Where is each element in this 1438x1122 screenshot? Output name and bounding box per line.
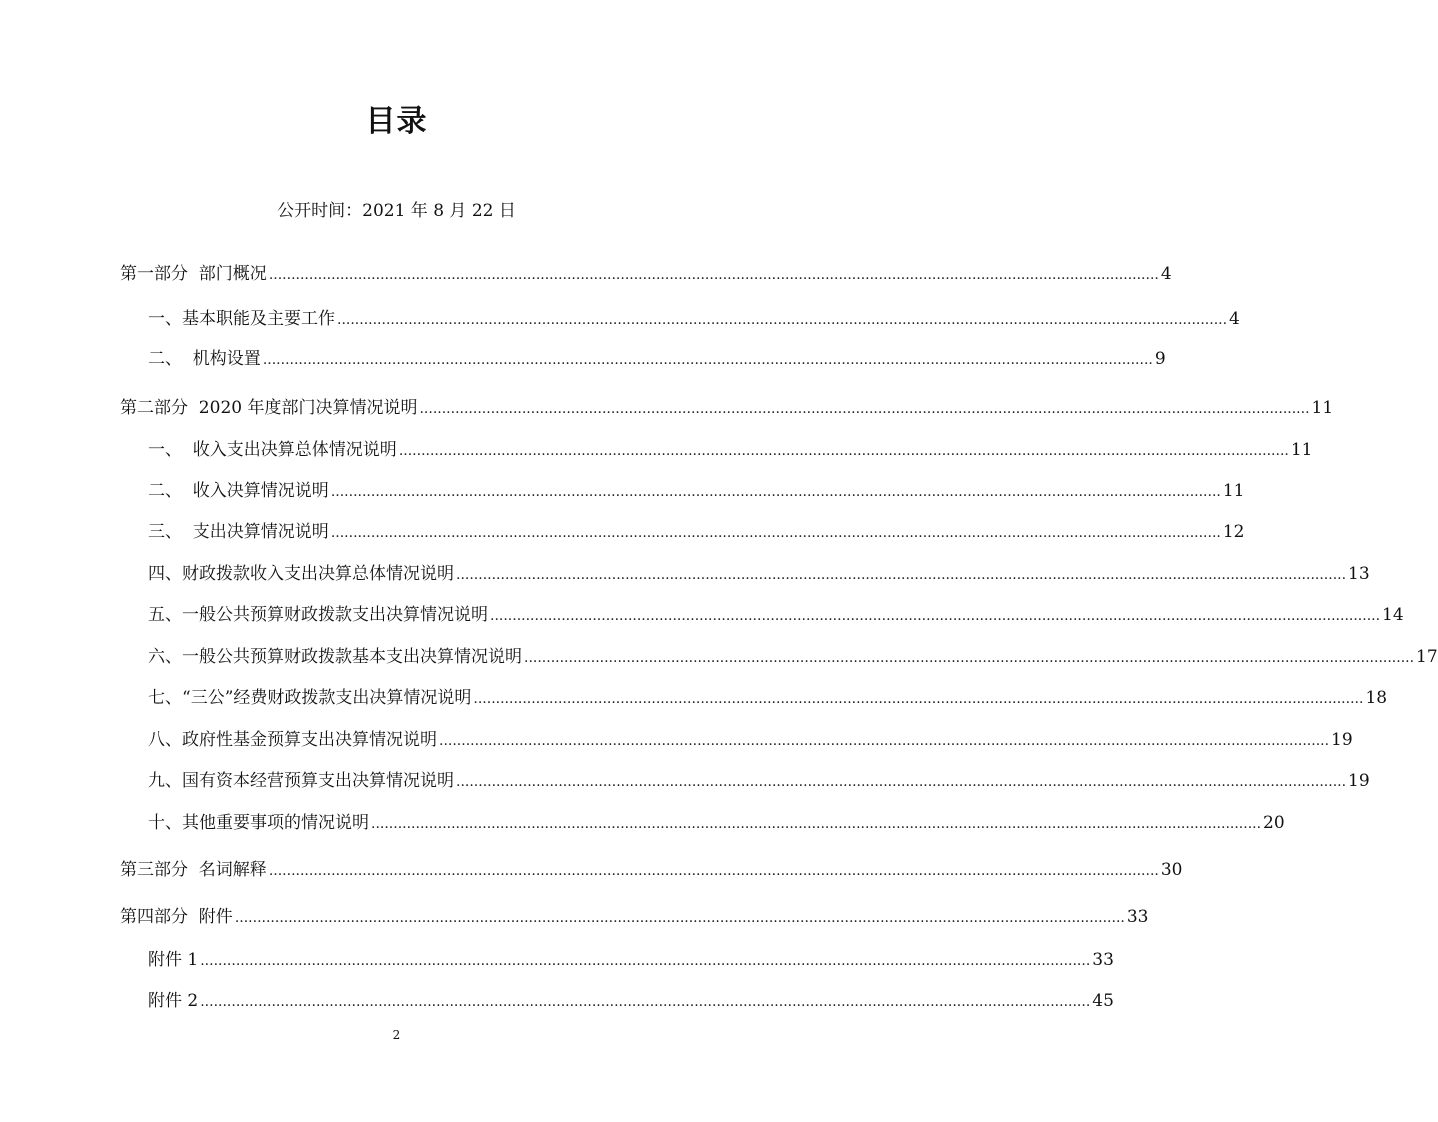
publish-date: 公开时间：2021 年 8 月 22 日 bbox=[277, 201, 516, 221]
toc-entry-page: 18 bbox=[1365, 688, 1388, 708]
toc-leader-dots: ........................................................................................................................................................................................................ bbox=[490, 608, 1381, 624]
toc-entry-label: 一、 收入支出决算总体情况说明 bbox=[148, 440, 397, 460]
toc-entry-page: 20 bbox=[1263, 813, 1285, 833]
toc-leader-dots: ........................................................................................................................................................................................................ bbox=[330, 484, 1221, 500]
toc-leader-dots: ........................................................................................................................................................................................................ bbox=[456, 774, 1347, 790]
toc-entry-page: 9 bbox=[1154, 349, 1166, 369]
toc-entry[interactable] bbox=[120, 905, 1149, 930]
toc-leader-dots: ........................................................................................................................................................................................................ bbox=[262, 352, 1153, 368]
toc-entry-label: 第二部分 2020 年度部门决算情况说明 bbox=[120, 398, 418, 418]
toc-leader-dots: ........................................................................................................................................................................................................ bbox=[330, 525, 1221, 541]
page-title: 目录 bbox=[365, 104, 428, 139]
toc-entry-page: 11 bbox=[1311, 398, 1334, 418]
toc-entry-page: 4 bbox=[1160, 264, 1172, 284]
toc-leader-dots: ........................................................................................................................................................................................................ bbox=[234, 910, 1125, 926]
toc-entry[interactable] bbox=[148, 307, 1240, 332]
toc-entry[interactable] bbox=[148, 479, 1245, 504]
toc-leader-dots: ........................................................................................................................................................................................................ bbox=[456, 567, 1347, 583]
toc-entry-label: 附件 1 bbox=[148, 950, 199, 970]
toc-entry-label: 第三部分 名词解释 bbox=[120, 860, 267, 880]
toc-leader-dots: ........................................................................................................................................................................................................ bbox=[200, 953, 1091, 969]
toc-entry-label: 六、一般公共预算财政拨款基本支出决算情况说明 bbox=[148, 647, 522, 667]
toc-entry-label: 一、基本职能及主要工作 bbox=[148, 309, 335, 329]
toc-entry[interactable] bbox=[148, 728, 1353, 753]
toc-entry[interactable] bbox=[148, 438, 1313, 463]
toc-entry-page: 13 bbox=[1348, 564, 1370, 584]
toc-entry-page: 4 bbox=[1229, 309, 1240, 329]
page-number: 2 bbox=[392, 1028, 401, 1042]
toc-entry-label: 八、政府性基金预算支出决算情况说明 bbox=[148, 730, 437, 750]
toc-entry-label: 七、“三公”经费财政拨款支出决算情况说明 bbox=[148, 688, 472, 708]
toc-entry-label: 第四部分 附件 bbox=[120, 907, 233, 927]
toc-entry[interactable] bbox=[148, 948, 1114, 973]
toc-entry-page: 19 bbox=[1348, 771, 1370, 791]
toc-entry-page: 19 bbox=[1331, 730, 1353, 750]
toc-entry-label: 十、其他重要事项的情况说明 bbox=[148, 813, 369, 833]
toc-entry-label: 九、国有资本经营预算支出决算情况说明 bbox=[148, 771, 454, 791]
toc-entry-label: 附件 2 bbox=[148, 991, 199, 1011]
toc-entry[interactable] bbox=[120, 262, 1172, 287]
toc-leader-dots: ........................................................................................................................................................................................................ bbox=[268, 863, 1159, 879]
toc-entry-page: 30 bbox=[1160, 860, 1183, 880]
toc-entry[interactable] bbox=[120, 396, 1334, 421]
toc-entry-page: 11 bbox=[1222, 481, 1245, 501]
toc-entry[interactable] bbox=[148, 686, 1388, 711]
toc-entry-label: 二、 机构设置 bbox=[148, 349, 261, 369]
toc-leader-dots: ........................................................................................................................................................................................................ bbox=[268, 267, 1159, 283]
toc-entry-label: 五、一般公共预算财政拨款支出决算情况说明 bbox=[148, 605, 488, 625]
toc-leader-dots: ........................................................................................................................................................................................................ bbox=[371, 816, 1262, 832]
toc-entry-label: 三、 支出决算情况说明 bbox=[148, 522, 329, 542]
toc-entry[interactable] bbox=[120, 858, 1183, 883]
toc-entry-page: 45 bbox=[1092, 991, 1114, 1011]
toc-entry-page: 17 bbox=[1416, 647, 1438, 667]
toc-leader-dots: ........................................................................................................................................................................................................ bbox=[200, 994, 1091, 1010]
toc-entry-page: 11 bbox=[1290, 440, 1313, 460]
toc-entry-label: 二、 收入决算情况说明 bbox=[148, 481, 329, 501]
toc-leader-dots: ........................................................................................................................................................................................................ bbox=[419, 401, 1310, 417]
toc-entry-label: 第一部分 部门概况 bbox=[120, 264, 267, 284]
toc-leader-dots: ........................................................................................................................................................................................................ bbox=[337, 312, 1228, 328]
toc-entry[interactable] bbox=[148, 811, 1285, 836]
toc-entry[interactable] bbox=[148, 520, 1245, 545]
toc-entry[interactable] bbox=[148, 603, 1404, 628]
toc-entry[interactable] bbox=[148, 769, 1370, 794]
toc-entry-page: 12 bbox=[1222, 522, 1245, 542]
toc-entry[interactable] bbox=[148, 645, 1438, 670]
toc-leader-dots: ........................................................................................................................................................................................................ bbox=[473, 691, 1364, 707]
toc-entry[interactable] bbox=[148, 347, 1166, 372]
toc-entry[interactable] bbox=[148, 562, 1370, 587]
toc-entry-page: 33 bbox=[1126, 907, 1149, 927]
toc-entry-label: 四、财政拨款收入支出决算总体情况说明 bbox=[148, 564, 454, 584]
toc-leader-dots: ........................................................................................................................................................................................................ bbox=[398, 443, 1289, 459]
toc-entry-page: 14 bbox=[1382, 605, 1404, 625]
toc-entry-page: 33 bbox=[1092, 950, 1114, 970]
toc-entry[interactable] bbox=[148, 989, 1114, 1014]
toc-leader-dots: ........................................................................................................................................................................................................ bbox=[524, 650, 1415, 666]
toc-leader-dots: ........................................................................................................................................................................................................ bbox=[439, 733, 1330, 749]
